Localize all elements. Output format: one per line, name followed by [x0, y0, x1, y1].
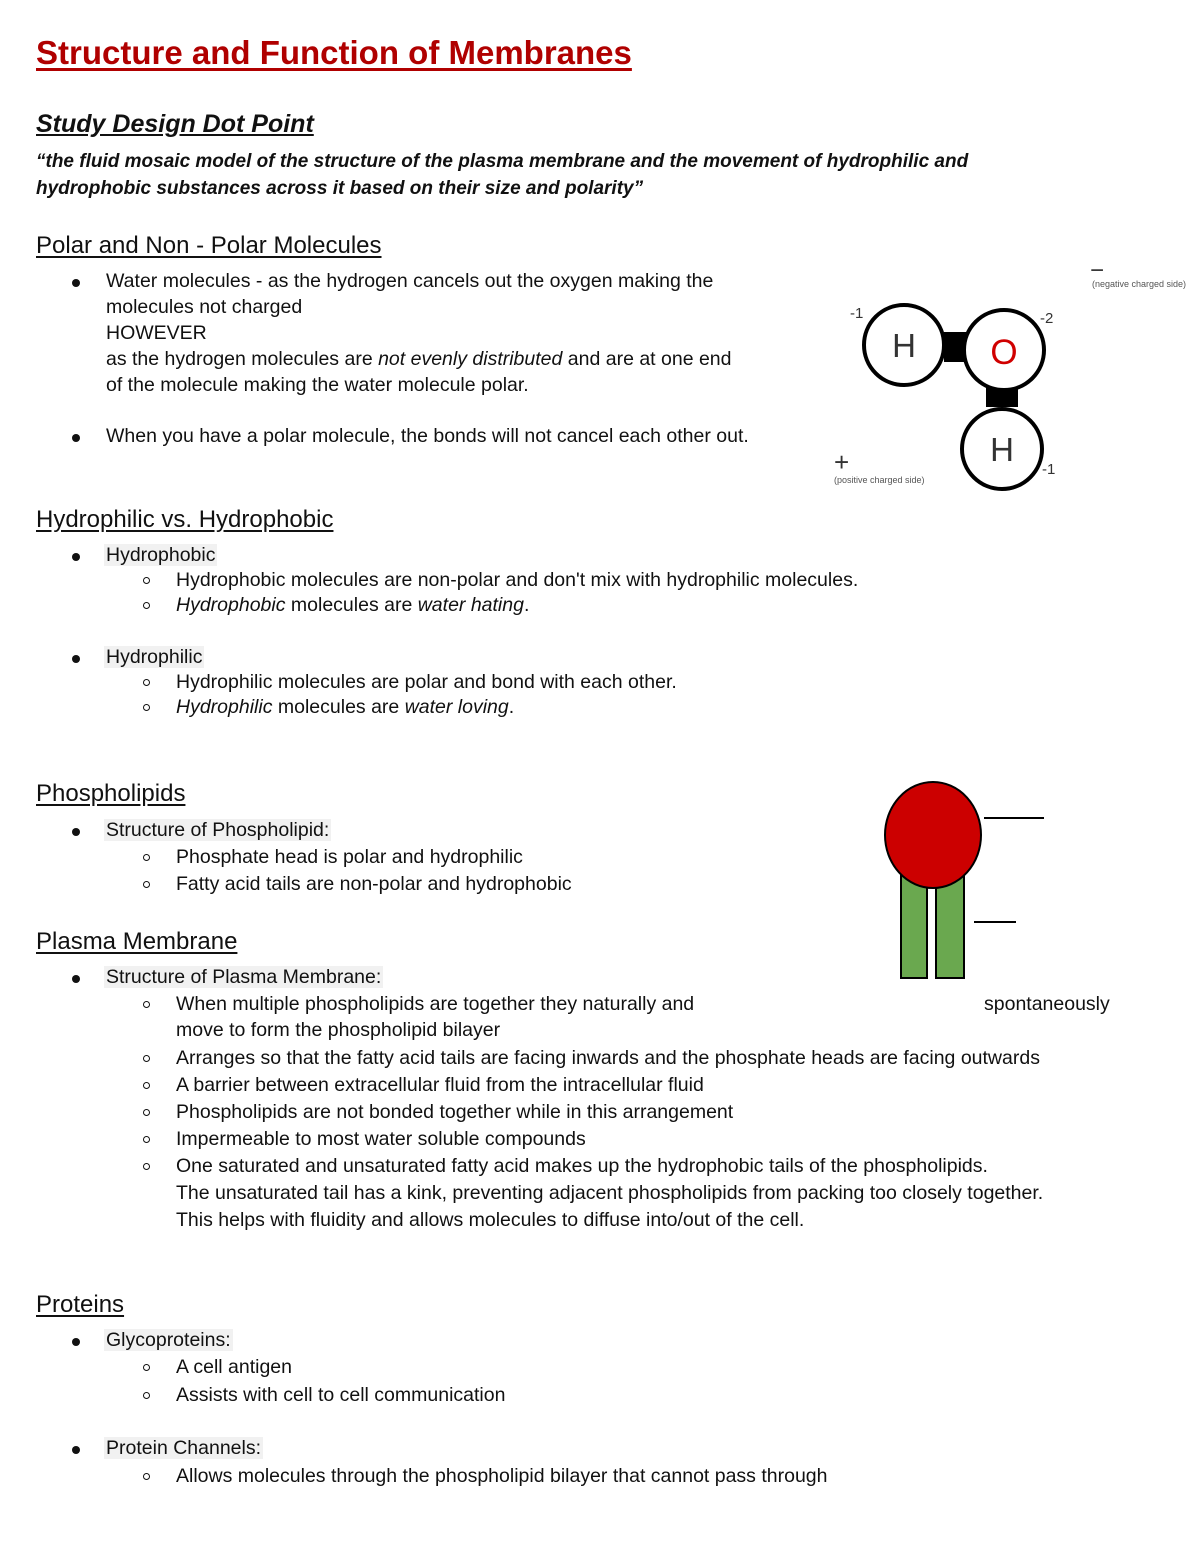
plasma-structure-label: [104, 964, 383, 990]
circle-bullet-icon: [143, 881, 150, 888]
study-design-heading: Study Design Dot Point: [36, 110, 314, 138]
circle-bullet-icon: [143, 1473, 150, 1480]
polar-heading: Polar and Non - Polar Molecules: [36, 232, 382, 259]
hydrophobic-point-2: [176, 592, 529, 618]
text-run: molecules are: [272, 696, 405, 718]
glycoprotein-point-1: A cell antigen: [176, 1356, 293, 1378]
highlighted-label: Hydrophilic: [106, 646, 203, 668]
hydrophilic-point-2: [176, 694, 514, 720]
bullet-icon: [72, 828, 80, 836]
protein-channels-label: [104, 1435, 263, 1461]
positive-sign-icon: +: [834, 447, 850, 477]
plasma-point-4: Phospholipids are not bonded together while in this arrangement: [176, 1101, 734, 1123]
bullet-icon: [72, 655, 80, 663]
bullet-icon: [72, 1446, 80, 1454]
plasma-point-5: Impermeable to most water soluble compounds: [176, 1128, 586, 1150]
plasma-point-1-part-1: When multiple phospholipids are together they naturally and: [176, 993, 695, 1015]
polar-bullet-1-line-1: Water molecules - as the hydrogen cancels out the oxygen making the: [106, 270, 714, 292]
glycoproteins-label: [104, 1327, 233, 1353]
bullet-icon: [72, 1338, 80, 1346]
text-run: and are at one end: [562, 348, 732, 370]
highlighted-label: Protein Channels:: [106, 1437, 262, 1459]
negative-sign-icon: −: [1090, 260, 1105, 284]
bullet-icon: [72, 553, 80, 561]
glycoprotein-point-2: Assists with cell to cell communication: [176, 1384, 506, 1406]
charge-label-h-bottom: -1: [1042, 461, 1056, 478]
circle-bullet-icon: [143, 1392, 150, 1399]
phospholipids-heading: Phospholipids: [36, 780, 186, 807]
charge-label-h-top: -1: [850, 305, 864, 322]
emphasis-text: not evenly distributed: [378, 348, 563, 370]
highlighted-label: Glycoproteins:: [106, 1329, 231, 1351]
polar-bullet-1-line-4: [106, 346, 732, 372]
fatty-acid-tail-right: [936, 874, 964, 978]
circle-bullet-icon: [143, 1136, 150, 1143]
plasma-point-3: A barrier between extracellular fluid from the intracellular fluid: [176, 1074, 704, 1096]
circle-bullet-icon: [143, 1109, 150, 1116]
oxygen-label: O: [990, 333, 1018, 372]
hydrophilic-point-1: Hydrophilic molecules are polar and bond with each other.: [176, 671, 677, 693]
polar-bullet-1-line-2: molecules not charged: [106, 296, 303, 318]
emphasis-text: Hydrophilic: [176, 696, 273, 718]
circle-bullet-icon: [143, 1082, 150, 1089]
document-title: Structure and Function of Membranes: [36, 34, 632, 71]
emphasis-text: water loving: [404, 696, 509, 718]
bullet-icon: [72, 434, 80, 442]
hydrogen-label-bottom: H: [990, 431, 1014, 468]
negative-side-caption: (negative charged side): [1092, 279, 1187, 289]
circle-bullet-icon: [143, 679, 150, 686]
text-run: .: [508, 696, 515, 718]
circle-bullet-icon: [143, 1163, 150, 1170]
circle-bullet-icon: [143, 1055, 150, 1062]
text-run: molecules are: [285, 594, 418, 616]
phosphate-head: [885, 782, 981, 888]
circle-bullet-icon: [143, 704, 150, 711]
emphasis-text: water hating: [417, 594, 524, 616]
phospholipid-point-1: Phosphate head is polar and hydrophilic: [176, 846, 523, 868]
hydrophilic-label: [104, 644, 204, 670]
highlighted-label: Structure of Phospholipid:: [106, 819, 330, 841]
proteins-heading: Proteins: [36, 1291, 125, 1318]
phospholipid-structure-label: [104, 817, 331, 843]
circle-bullet-icon: [143, 854, 150, 861]
hydro-heading: Hydrophilic vs. Hydrophobic: [36, 506, 334, 533]
hydrophobic-point-1: Hydrophobic molecules are non-polar and don't mix with hydrophilic molecules.: [176, 569, 859, 591]
highlighted-label: Structure of Plasma Membrane:: [106, 966, 382, 988]
phospholipid-point-2: Fatty acid tails are non-polar and hydrophobic: [176, 873, 572, 895]
protein-channel-point-1: Allows molecules through the phospholipid bilayer that cannot pass through: [176, 1465, 828, 1487]
circle-bullet-icon: [143, 602, 150, 609]
emphasis-text: Hydrophobic: [176, 594, 286, 616]
plasma-point-2: Arranges so that the fatty acid tails are facing inwards and the phosphate heads are facing outwards: [176, 1047, 1040, 1069]
quote-line-2: hydrophobic substances across it based on their size and polarity”: [36, 178, 644, 199]
charge-label-oxygen: -2: [1040, 310, 1054, 327]
phospholipid-diagram: [878, 776, 1098, 986]
circle-bullet-icon: [143, 1364, 150, 1371]
circle-bullet-icon: [143, 1001, 150, 1008]
plasma-point-6-line-1: One saturated and unsaturated fatty acid makes up the hydrophobic tails of the phospholipids.: [176, 1155, 988, 1177]
fatty-acid-tail-left: [901, 874, 927, 978]
plasma-point-6-line-2: The unsaturated tail has a kink, preventing adjacent phospholipids from packing too closely together.: [176, 1182, 1044, 1204]
text-run: as the hydrogen molecules are: [106, 348, 379, 370]
plasma-point-6-line-3: This helps with fluidity and allows molecules to diffuse into/out of the cell.: [176, 1209, 805, 1231]
hydrogen-label-top: H: [892, 327, 916, 364]
text-run: .: [523, 594, 530, 616]
positive-side-caption: (positive charged side): [834, 475, 925, 485]
study-design-quote: [36, 148, 1146, 202]
plasma-point-1-part-2: spontaneously: [984, 993, 1110, 1015]
polar-bullet-1-line-3: HOWEVER: [106, 322, 207, 344]
quote-line-1: “the fluid mosaic model of the structure of the plasma membrane and the movement of hydrophilic and: [36, 151, 969, 172]
hydrophobic-label: [104, 542, 217, 568]
polar-bullet-1-line-5: of the molecule making the water molecule polar.: [106, 374, 529, 396]
polar-bullet-2: When you have a polar molecule, the bonds will not cancel each other out.: [106, 425, 749, 447]
water-molecule-diagram: [820, 260, 1200, 495]
bullet-icon: [72, 279, 80, 287]
bullet-icon: [72, 975, 80, 983]
plasma-membrane-heading: Plasma Membrane: [36, 928, 238, 955]
highlighted-label: Hydrophobic: [106, 544, 216, 566]
plasma-point-1-part-3: move to form the phospholipid bilayer: [176, 1019, 501, 1041]
circle-bullet-icon: [143, 577, 150, 584]
